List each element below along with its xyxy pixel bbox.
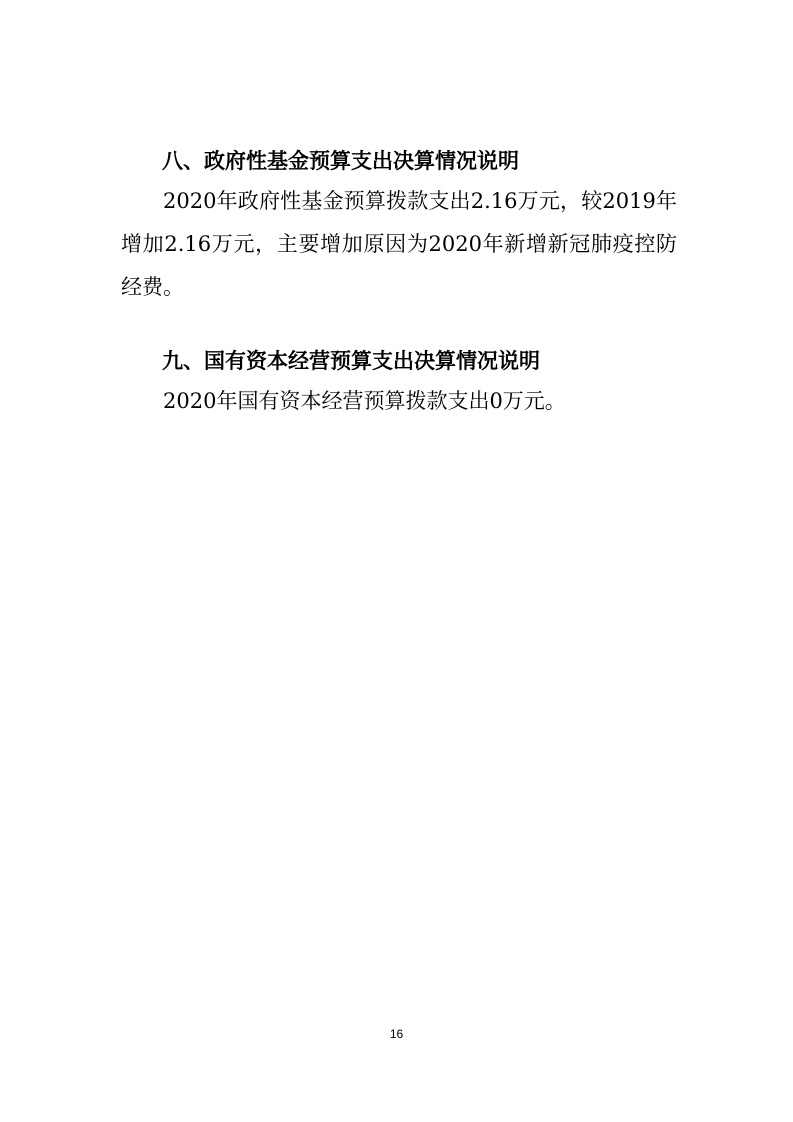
section-body-government-fund: 2020年政府性基金预算拨款支出2.16万元，较2019年增加2.16万元，主要增加原因为2020年新增新冠肺疫控防经费。	[121, 189, 677, 299]
section-heading-state-capital: 九、国有资本经营预算支出决算情况说明	[162, 349, 540, 373]
page-number: 16	[389, 1027, 404, 1041]
section-heading-government-fund: 八、政府性基金预算支出决算情况说明	[162, 149, 519, 173]
section-body-state-capital: 2020年国有资本经营预算拨款支出0万元。	[163, 389, 566, 413]
